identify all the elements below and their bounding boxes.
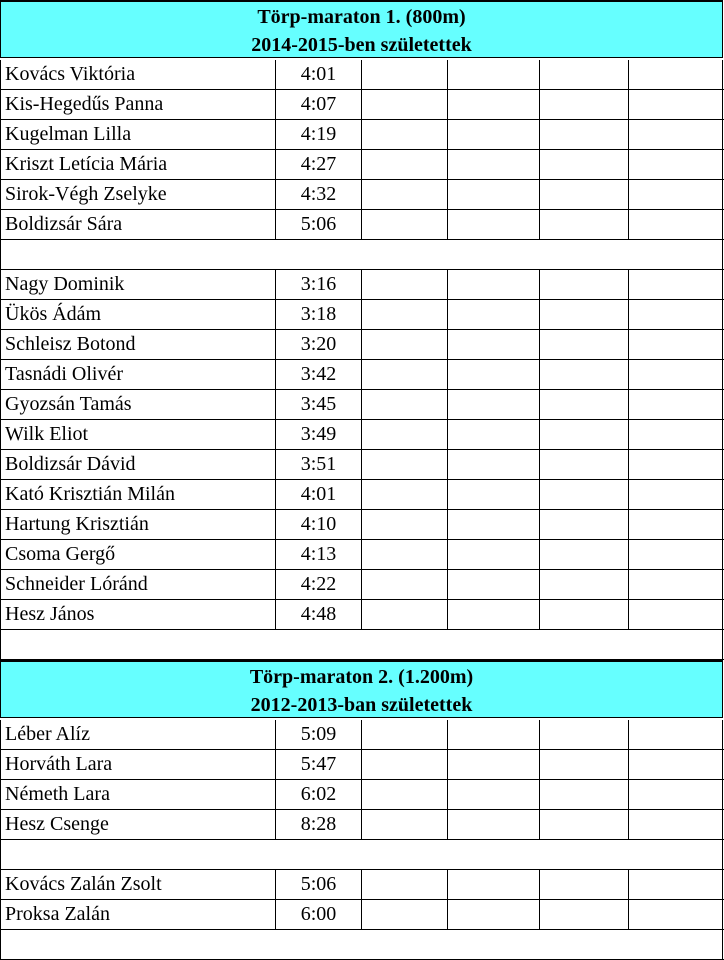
finish-time: 4:07: [276, 90, 362, 119]
blank-cell: [0, 240, 276, 269]
blank-cell: [629, 210, 723, 239]
runner-name: Schneider Lóránd: [0, 570, 276, 599]
blank-cell: [448, 600, 540, 629]
blank-cell: [540, 870, 629, 899]
finish-time: 4:13: [276, 540, 362, 569]
runner-name: Nagy Dominik: [0, 270, 276, 299]
finish-time: 5:09: [276, 720, 362, 749]
result-row: [0, 150, 724, 180]
runner-name: Boldizsár Sára: [0, 210, 276, 239]
blank-cell: [362, 330, 448, 359]
blank-cell: [540, 330, 629, 359]
section-header: [0, 0, 723, 58]
blank-cell: [540, 600, 629, 629]
blank-cell: [362, 840, 448, 869]
result-row: [0, 420, 724, 450]
finish-time: 4:27: [276, 150, 362, 179]
blank-cell: [276, 930, 362, 959]
blank-cell: [629, 750, 723, 779]
blank-cell: [362, 570, 448, 599]
runner-name: Kovács Viktória: [0, 60, 276, 89]
blank-cell: [448, 450, 540, 479]
blank-cell: [448, 420, 540, 449]
blank-cell: [448, 510, 540, 539]
finish-time: 4:22: [276, 570, 362, 599]
result-row: [0, 540, 724, 570]
blank-cell: [629, 330, 723, 359]
finish-time: 5:06: [276, 870, 362, 899]
blank-cell: [362, 930, 448, 959]
blank-cell: [629, 180, 723, 209]
runner-name: Hesz János: [0, 600, 276, 629]
finish-time: 5:47: [276, 750, 362, 779]
blank-cell: [629, 120, 723, 149]
finish-time: 3:49: [276, 420, 362, 449]
blank-cell: [448, 720, 540, 749]
blank-cell: [540, 720, 629, 749]
finish-time: 6:02: [276, 780, 362, 809]
result-row: [0, 570, 724, 600]
blank-cell: [448, 630, 540, 659]
blank-cell: [540, 540, 629, 569]
runner-name: Hesz Csenge: [0, 810, 276, 839]
blank-cell: [0, 840, 276, 869]
section-title: Törp-maraton 2. (1.200m): [249, 666, 474, 688]
blank-cell: [448, 810, 540, 839]
blank-cell: [540, 210, 629, 239]
blank-cell: [362, 630, 448, 659]
blank-cell: [448, 90, 540, 119]
blank-cell: [362, 270, 448, 299]
blank-cell: [540, 420, 629, 449]
runner-name: Hartung Krisztián: [0, 510, 276, 539]
blank-cell: [448, 570, 540, 599]
blank-cell: [629, 570, 723, 599]
runner-name: Kriszt Letícia Mária: [0, 150, 276, 179]
result-row: [0, 600, 724, 630]
blank-cell: [540, 840, 629, 869]
blank-cell: [448, 930, 540, 959]
runner-name: Kugelman Lilla: [0, 120, 276, 149]
result-row: [0, 270, 724, 300]
blank-cell: [629, 240, 723, 269]
finish-time: 4:19: [276, 120, 362, 149]
blank-cell: [448, 750, 540, 779]
blank-cell: [362, 540, 448, 569]
blank-cell: [448, 60, 540, 89]
blank-cell: [540, 780, 629, 809]
blank-cell: [629, 390, 723, 419]
finish-time: 3:18: [276, 300, 362, 329]
blank-cell: [540, 90, 629, 119]
result-row: [0, 450, 724, 480]
blank-cell: [540, 510, 629, 539]
blank-cell: [629, 90, 723, 119]
blank-cell: [540, 150, 629, 179]
blank-cell: [629, 600, 723, 629]
result-row: [0, 120, 724, 150]
blank-cell: [0, 630, 276, 659]
blank-cell: [540, 900, 629, 929]
spacer-row: [0, 630, 724, 660]
blank-cell: [448, 150, 540, 179]
blank-cell: [448, 240, 540, 269]
blank-cell: [629, 480, 723, 509]
blank-cell: [448, 390, 540, 419]
blank-cell: [540, 240, 629, 269]
blank-cell: [629, 540, 723, 569]
blank-cell: [448, 210, 540, 239]
blank-cell: [629, 270, 723, 299]
result-row: [0, 750, 724, 780]
finish-time: 8:28: [276, 810, 362, 839]
blank-cell: [362, 300, 448, 329]
blank-cell: [540, 450, 629, 479]
blank-cell: [362, 90, 448, 119]
blank-cell: [448, 900, 540, 929]
finish-time: 3:45: [276, 390, 362, 419]
result-row: [0, 180, 724, 210]
finish-time: 6:00: [276, 900, 362, 929]
runner-name: Horváth Lara: [0, 750, 276, 779]
blank-cell: [362, 480, 448, 509]
blank-cell: [362, 750, 448, 779]
blank-cell: [448, 120, 540, 149]
finish-time: 4:01: [276, 60, 362, 89]
result-row: [0, 300, 724, 330]
blank-cell: [448, 480, 540, 509]
section-subtitle: 2014-2015-ben születettek: [251, 34, 472, 56]
runner-name: Ükös Ádám: [0, 300, 276, 329]
blank-cell: [448, 180, 540, 209]
blank-cell: [362, 900, 448, 929]
blank-cell: [448, 270, 540, 299]
result-row: [0, 60, 724, 90]
finish-time: 3:20: [276, 330, 362, 359]
spacer-row: [0, 240, 724, 270]
result-row: [0, 510, 724, 540]
blank-cell: [629, 510, 723, 539]
runner-name: Schleisz Botond: [0, 330, 276, 359]
blank-cell: [540, 930, 629, 959]
runner-name: Tasnádi Olivér: [0, 360, 276, 389]
blank-cell: [540, 300, 629, 329]
blank-cell: [629, 930, 723, 959]
runner-name: Proksa Zalán: [0, 900, 276, 929]
finish-time: 3:16: [276, 270, 362, 299]
blank-cell: [629, 300, 723, 329]
result-row: [0, 390, 724, 420]
spacer-row: [0, 840, 724, 870]
blank-cell: [0, 930, 276, 959]
runner-name: Kovács Zalán Zsolt: [0, 870, 276, 899]
blank-cell: [362, 780, 448, 809]
blank-cell: [448, 840, 540, 869]
result-row: [0, 480, 724, 510]
blank-cell: [276, 840, 362, 869]
finish-time: 4:01: [276, 480, 362, 509]
blank-cell: [448, 330, 540, 359]
blank-cell: [629, 150, 723, 179]
blank-cell: [540, 570, 629, 599]
blank-cell: [276, 240, 362, 269]
runner-name: Csoma Gergő: [0, 540, 276, 569]
blank-cell: [362, 720, 448, 749]
blank-cell: [540, 360, 629, 389]
blank-cell: [362, 180, 448, 209]
runner-name: Wilk Eliot: [0, 420, 276, 449]
blank-cell: [540, 810, 629, 839]
blank-cell: [362, 240, 448, 269]
blank-cell: [629, 720, 723, 749]
blank-cell: [540, 630, 629, 659]
blank-cell: [362, 150, 448, 179]
section-subtitle: 2012-2013-ban születettek: [250, 694, 473, 716]
result-row: [0, 90, 724, 120]
blank-cell: [629, 870, 723, 899]
blank-cell: [448, 360, 540, 389]
blank-cell: [629, 360, 723, 389]
section-header: [0, 660, 723, 718]
blank-cell: [362, 210, 448, 239]
finish-time: 3:42: [276, 360, 362, 389]
blank-cell: [540, 60, 629, 89]
blank-cell: [362, 870, 448, 899]
blank-cell: [448, 300, 540, 329]
finish-time: 4:48: [276, 600, 362, 629]
blank-cell: [540, 120, 629, 149]
runner-name: Németh Lara: [0, 780, 276, 809]
result-row: [0, 780, 724, 810]
spacer-row: [0, 930, 724, 960]
blank-cell: [362, 810, 448, 839]
blank-cell: [276, 630, 362, 659]
blank-cell: [629, 840, 723, 869]
blank-cell: [629, 630, 723, 659]
result-row: [0, 870, 724, 900]
result-row: [0, 360, 724, 390]
runner-name: Léber Alíz: [0, 720, 276, 749]
blank-cell: [540, 750, 629, 779]
blank-cell: [540, 270, 629, 299]
blank-cell: [362, 360, 448, 389]
finish-time: 5:06: [276, 210, 362, 239]
runner-name: Sirok-Végh Zselyke: [0, 180, 276, 209]
blank-cell: [362, 60, 448, 89]
runner-name: Gyozsán Tamás: [0, 390, 276, 419]
blank-cell: [362, 390, 448, 419]
section-title: Törp-maraton 1. (800m): [257, 6, 466, 28]
blank-cell: [629, 780, 723, 809]
blank-cell: [629, 810, 723, 839]
result-row: [0, 720, 724, 750]
result-row: [0, 900, 724, 930]
blank-cell: [629, 420, 723, 449]
blank-cell: [362, 120, 448, 149]
blank-cell: [540, 180, 629, 209]
blank-cell: [629, 60, 723, 89]
blank-cell: [362, 510, 448, 539]
finish-time: 3:51: [276, 450, 362, 479]
runner-name: Kató Krisztián Milán: [0, 480, 276, 509]
result-row: [0, 810, 724, 840]
blank-cell: [362, 600, 448, 629]
finish-time: 4:10: [276, 510, 362, 539]
runner-name: Boldizsár Dávid: [0, 450, 276, 479]
runner-name: Kis-Hegedűs Panna: [0, 90, 276, 119]
blank-cell: [540, 390, 629, 419]
blank-cell: [448, 780, 540, 809]
blank-cell: [629, 450, 723, 479]
blank-cell: [448, 870, 540, 899]
blank-cell: [448, 540, 540, 569]
blank-cell: [362, 420, 448, 449]
finish-time: 4:32: [276, 180, 362, 209]
blank-cell: [362, 450, 448, 479]
result-row: [0, 330, 724, 360]
result-row: [0, 210, 724, 240]
blank-cell: [629, 900, 723, 929]
blank-cell: [540, 480, 629, 509]
